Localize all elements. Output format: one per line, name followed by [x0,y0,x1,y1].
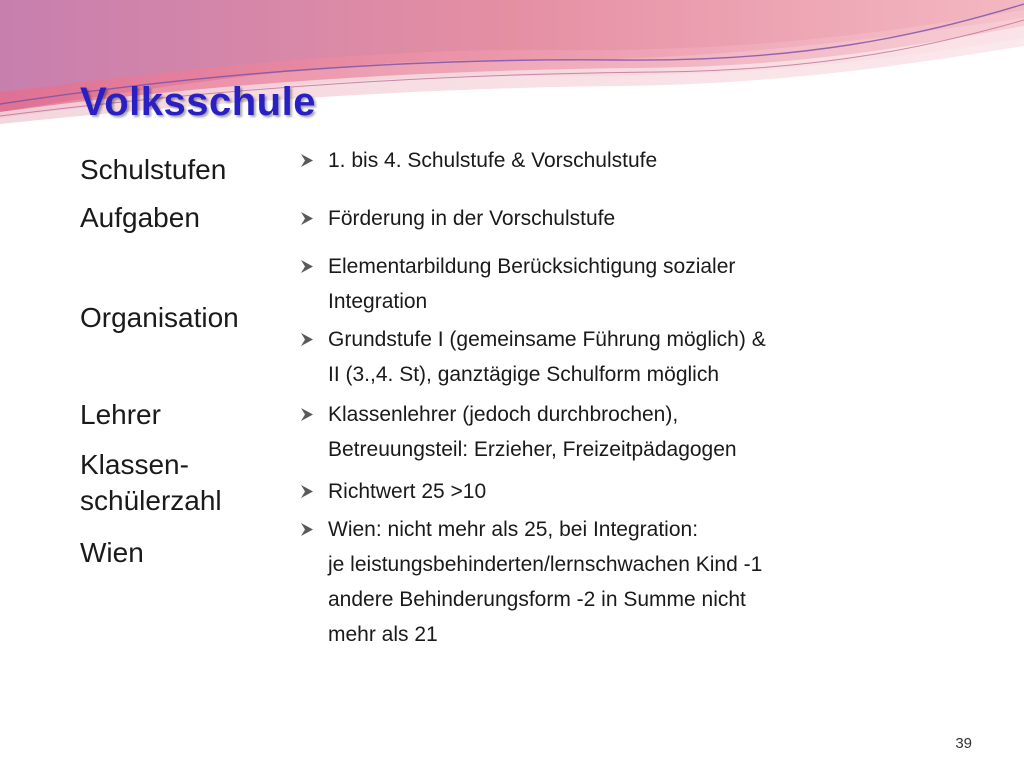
bullet-text: Richtwert 25 >10 [328,480,487,503]
slide-number: 39 [955,735,972,752]
label-aufgaben: Aufgaben [80,202,200,233]
arrow-bullet-icon [298,249,316,284]
bullet-text: 1. bis 4. Schulstufe & Vorschulstufe [328,149,658,172]
bullet-item [298,249,735,319]
arrow-bullet-icon [298,474,316,509]
bullet-item [298,143,657,178]
arrow-bullet-icon [298,143,316,178]
bullet-item [298,512,762,652]
bullet-text: Grundstufe I (gemeinsame Führung möglich) & II (3.,4. St), ganztägige Schulform möglich [328,328,766,386]
slide-title: Volksschule [80,80,316,124]
bullet-item [298,474,486,509]
label-schulstufen: Schulstufen [80,154,227,185]
bullet-text: Elementarbildung Berücksichtigung sozialer Integration [328,255,736,313]
bullet-text: Förderung in der Vorschulstufe [328,207,616,230]
bullet-text: Wien: nicht mehr als 25, bei Integration: je leistungsbehinderten/lernschwachen Kind -1 andere Behinderungsform -2 in Summe nicht mehr als 21 [328,518,763,646]
arrow-bullet-icon [298,322,316,357]
bullet-item [298,397,737,467]
bullet-item [298,201,615,236]
label-klassenschuelerzahl: Klassen- schülerzahl [80,449,222,516]
bullet-text: Klassenlehrer (jedoch durchbrochen), Betreuungsteil: Erzieher, Freizeitpädagogen [328,403,737,461]
label-wien: Wien [80,537,144,568]
label-organisation: Organisation [80,302,239,333]
arrow-bullet-icon [298,201,316,236]
label-lehrer: Lehrer [80,399,161,430]
arrow-bullet-icon [298,397,316,432]
bullet-item [298,322,766,392]
arrow-bullet-icon [298,512,316,547]
